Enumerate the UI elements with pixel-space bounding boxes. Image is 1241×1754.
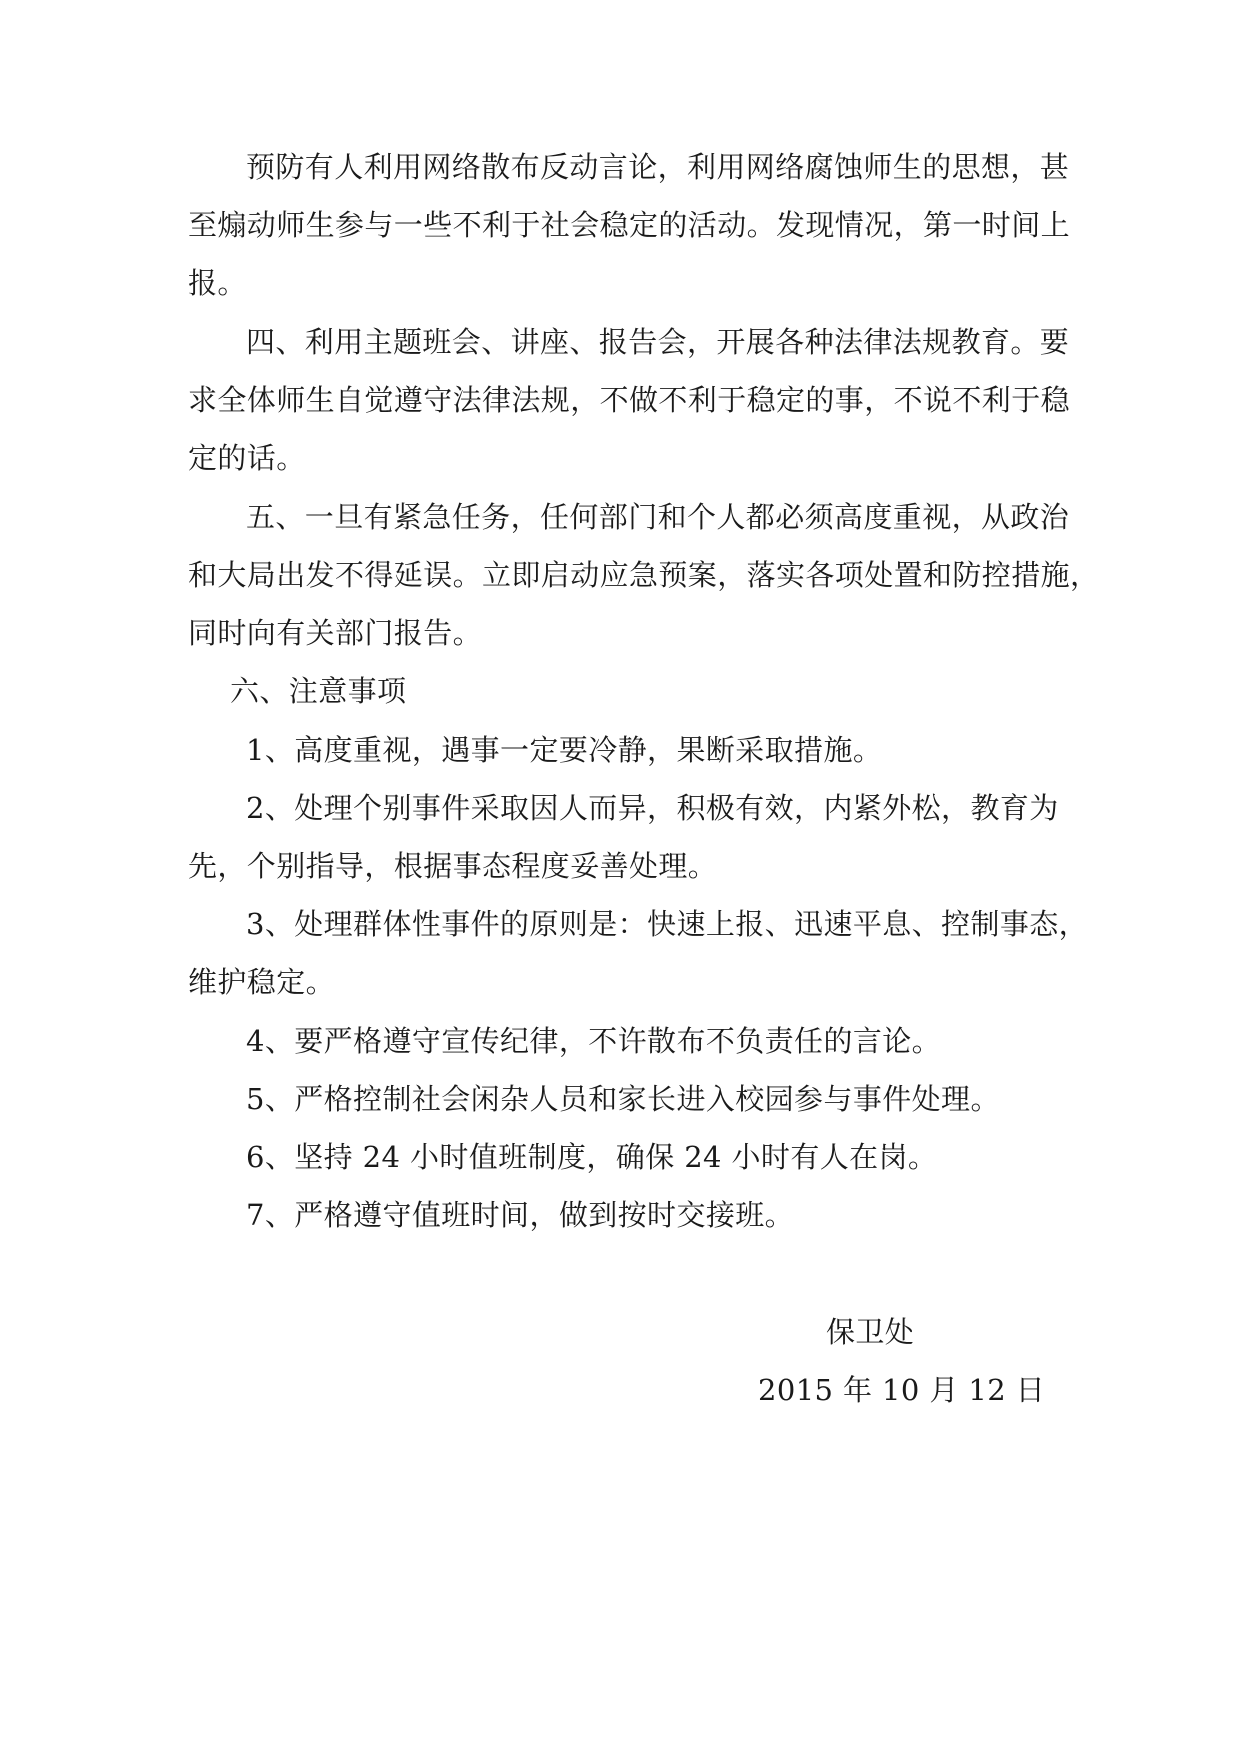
- item-2-line-2: 先，个别指导，根据事态程度妥善处理。: [188, 849, 718, 883]
- paragraph-1-line-1: 预防有人利用网络散布反动言论，利用网络腐蚀师生的思想，甚: [246, 150, 1070, 184]
- item-2-line-1: 2、处理个别事件采取因人而异，积极有效，内紧外松，教育为: [246, 791, 1059, 825]
- paragraph-1-line-2: 至煽动师生参与一些不利于社会稳定的活动。发现情况，第一时间上: [188, 208, 1071, 242]
- item-5-line-1: 5、严格控制社会闲杂人员和家长进入校园参与事件处理。: [246, 1082, 1000, 1116]
- paragraph-3-line-1: 五、一旦有紧急任务，任何部门和个人都必须高度重视，从政治: [246, 500, 1070, 534]
- date: 2015 年 10 月 12 日: [758, 1373, 1046, 1407]
- paragraph-3-line-2: 和大局出发不得延误。立即启动应急预案，落实各项处置和防控措施，: [188, 558, 1100, 592]
- item-7-line-1: 7、严格遵守值班时间，做到按时交接班。: [246, 1198, 795, 1232]
- paragraph-2-line-3: 定的话。: [188, 441, 306, 475]
- item-1-line-1: 1、高度重视，遇事一定要冷静，果断采取措施。: [246, 733, 883, 767]
- item-6-line-1: 6、坚持 24 小时值班制度，确保 24 小时有人在岗。: [246, 1140, 938, 1174]
- paragraph-2-line-1: 四、利用主题班会、讲座、报告会，开展各种法律法规教育。要: [246, 325, 1070, 359]
- item-3-line-1: 3、处理群体性事件的原则是：快速上报、迅速平息、控制事态，: [246, 907, 1089, 941]
- signature: 保卫处: [826, 1315, 915, 1349]
- paragraph-1-line-3: 报。: [188, 266, 247, 300]
- paragraph-2-line-2: 求全体师生自觉遵守法律法规，不做不利于稳定的事，不说不利于稳: [188, 383, 1071, 417]
- section-heading: 六、注意事项: [230, 674, 407, 708]
- paragraph-3-line-3: 同时向有关部门报告。: [188, 616, 483, 650]
- item-3-line-2: 维护稳定。: [188, 965, 336, 999]
- item-4-line-1: 4、要严格遵守宣传纪律，不许散布不负责任的言论。: [246, 1024, 942, 1058]
